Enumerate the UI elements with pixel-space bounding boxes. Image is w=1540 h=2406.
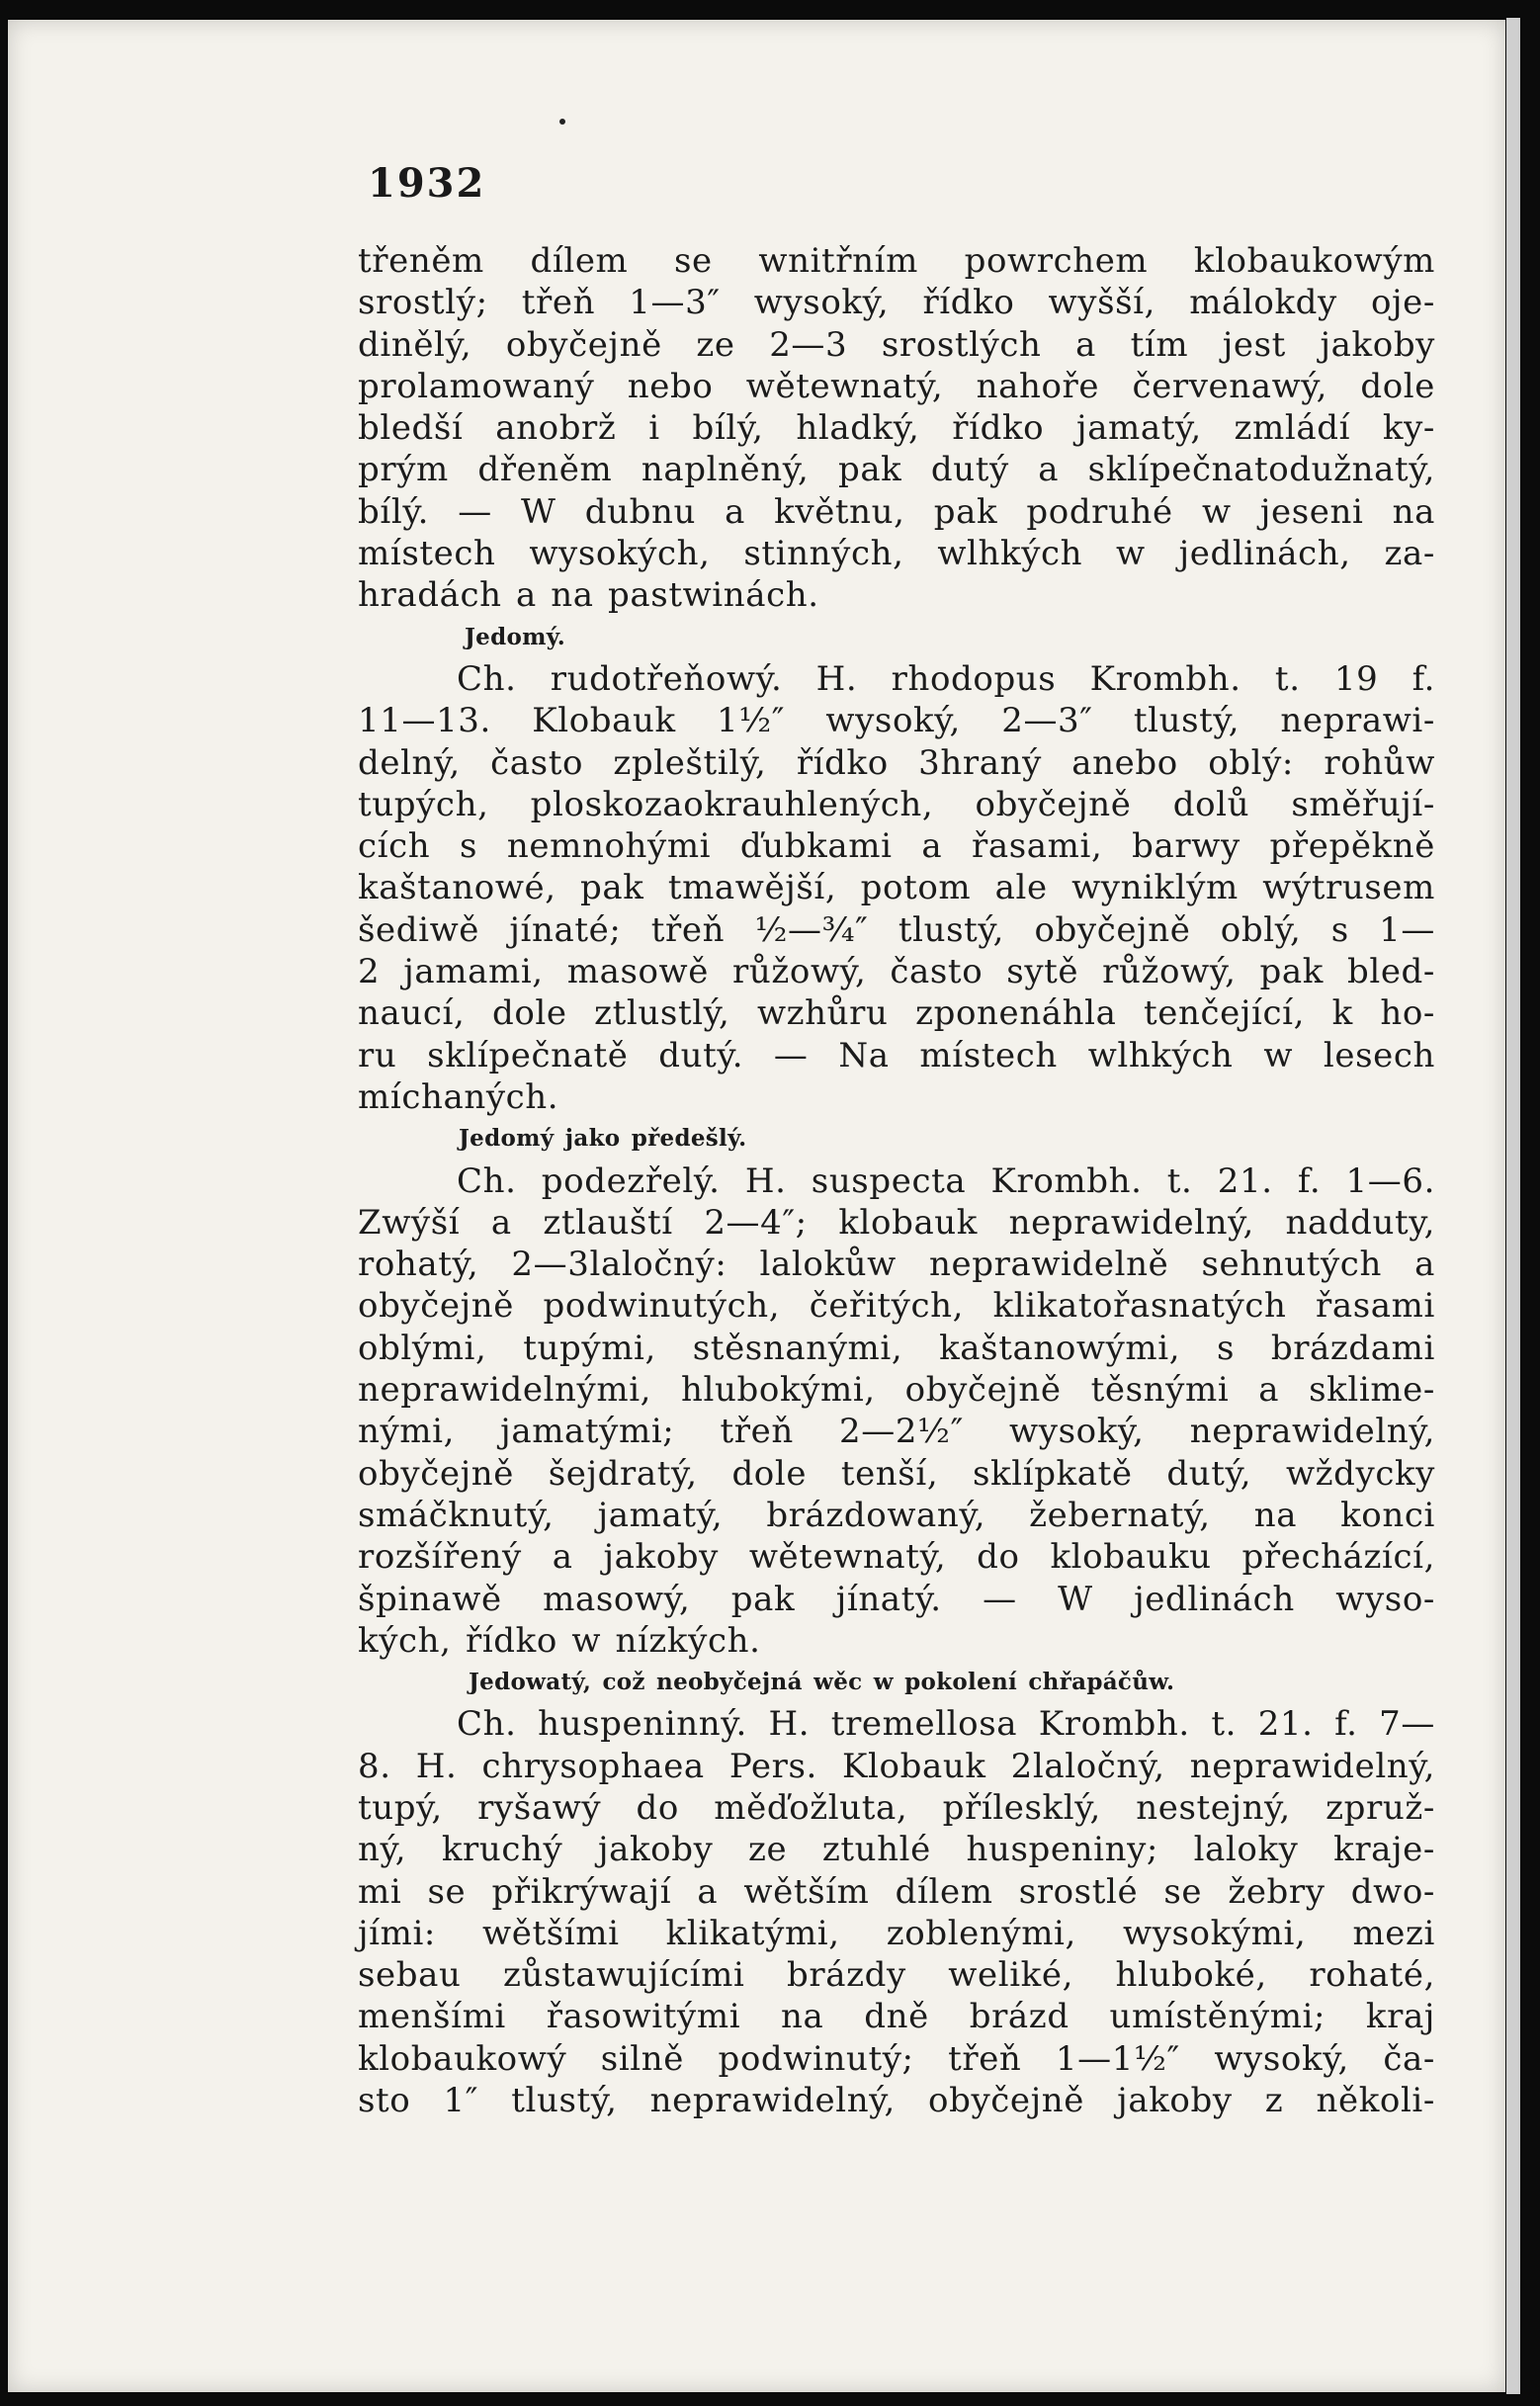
text-line: menšími řasowitými na dně brázd umístěnými; kraj [358,1997,1435,2037]
ink-speck [559,119,565,125]
text-line: cích s nemnohými ďubkami a řasami, barwy přepěkně [358,826,1435,867]
text-line: mi se přikrýwají a wětším dílem srostlé se žebry dwo- [358,1871,1435,1912]
text-line: kaštanowé, pak tmawější, potom ale wyniklým wýtrusem [358,868,1435,908]
text-line: obyčejně šejdratý, dole tenší, sklípkatě dutý, wždycky [358,1453,1435,1494]
text-line: neprawidelnými, hlubokými, obyčejně těsnými a sklime- [358,1370,1435,1411]
text-line: naucí, dole ztlustlý, wzhůru zponenáhla tenčející, k ho- [358,993,1435,1034]
text-line: klobaukowý silně podwinutý; třeň 1—1½″ wysoký, ča- [358,2038,1435,2079]
text-line: prým dřeněm naplněný, pak dutý a sklípečnatodužnatý, [358,450,1435,490]
text-line: bledší anobrž i bílý, hladký, řídko jamatý, zmládí ky- [358,408,1435,449]
text-line: tupých, ploskozaokrauhlených, obyčejně dolů směřují- [358,784,1435,824]
toxicity-note: Jedomý jako předešlý. [459,1125,747,1153]
text-line: Zwýší a ztlauští 2—4″; klobauk neprawidelný, nadduty, [358,1202,1435,1243]
text-line: 11—13. Klobauk 1½″ wysoký, 2—3″ tlustý, neprawi- [358,701,1435,741]
text-line: míchaných. [358,1076,559,1117]
text-line: jími: wětšími klikatými, zoblenými, wysokými, mezi [358,1913,1435,1953]
text-line: sebau zůstawujícími brázdy weliké, hluboké, rohaté, [358,1955,1435,1996]
text-line: sto 1″ tlustý, neprawidelný, obyčejně jakoby z několi- [358,2081,1435,2121]
text-line: místech wysokých, stinných, wlhkých w jedlinách, za- [358,534,1435,574]
text-line: obyčejně podwinutých, čeřitých, klikatořasnatých řasami [358,1286,1435,1327]
text-line: ru sklípečnatě dutý. — Na místech wlhkých w lesech [358,1035,1435,1075]
text-line: nými, jamatými; třeň 2—2½″ wysoký, neprawidelný, [358,1412,1435,1452]
text-line: prolamowaný nebo wětewnatý, nahoře červenawý, dole [358,366,1435,406]
text-line: 2 jamami, masowě růžowý, často sytě růžowý, pak bled- [358,952,1435,992]
text-line: srostlý; třeň 1—3″ wysoký, řídko wyšší, málokdy oje- [358,283,1435,323]
text-line: hradách a na pastwinách. [358,575,819,616]
text-line: tupý, ryšawý do měďožluta, přílesklý, nestejný, zpruž- [358,1787,1435,1828]
text-line: rozšířený a jakoby wětewnatý, do klobauku přecházící, [358,1537,1435,1578]
text-line: Ch. rudotřeňowý. H. rhodopus Krombh. t. 19 f. [457,658,1435,699]
text-line: dinělý, obyčejně ze 2—3 srostlých a tím jest jakoby [358,324,1435,365]
text-line: bílý. — W dubnu a květnu, pak podruhé w jeseni na [358,491,1435,532]
toxicity-note: Jedomý. [465,623,566,650]
text-line: 8. H. chrysophaea Pers. Klobauk 2laločný, neprawidelný, [358,1746,1435,1786]
text-line: ný, kruchý jakoby ze ztuhlé huspeniny; laloky kraje- [358,1830,1435,1870]
text-line: Ch. huspeninný. H. tremellosa Krombh. t. 21. f. 7— [457,1704,1435,1745]
page-number: 1932 [368,160,486,207]
text-line: kých, řídko w nízkých. [358,1620,761,1661]
text-line: delný, často zpleštilý, řídko 3hraný anebo oblý: rohůw [358,742,1435,783]
text-line: Ch. podezřelý. H. suspecta Krombh. t. 21. f. 1—6. [457,1160,1435,1201]
text-line: špinawě masowý, pak jínatý. — W jedlinách wyso- [358,1579,1435,1619]
text-line: oblými, tupými, stěsnanými, kaštanowými, s brázdami [358,1328,1435,1368]
page-edge [1506,18,1520,2394]
text-line: rohatý, 2—3laločný: lalokůw neprawidelně sehnutých a [358,1245,1435,1285]
text-line: šediwě jínaté; třeň ½—¾″ tlustý, obyčejně oblý, s 1— [358,909,1435,950]
text-line: třeněm dílem se wnitřním powrchem klobaukowým [358,241,1435,281]
text-line: smáčknutý, jamatý, brázdowaný, žebernatý, na konci [358,1495,1435,1535]
toxicity-note: Jedowatý, což neobyčejná wěc w pokolení chřapáčůw. [469,1669,1175,1696]
body-text [358,240,1435,2121]
